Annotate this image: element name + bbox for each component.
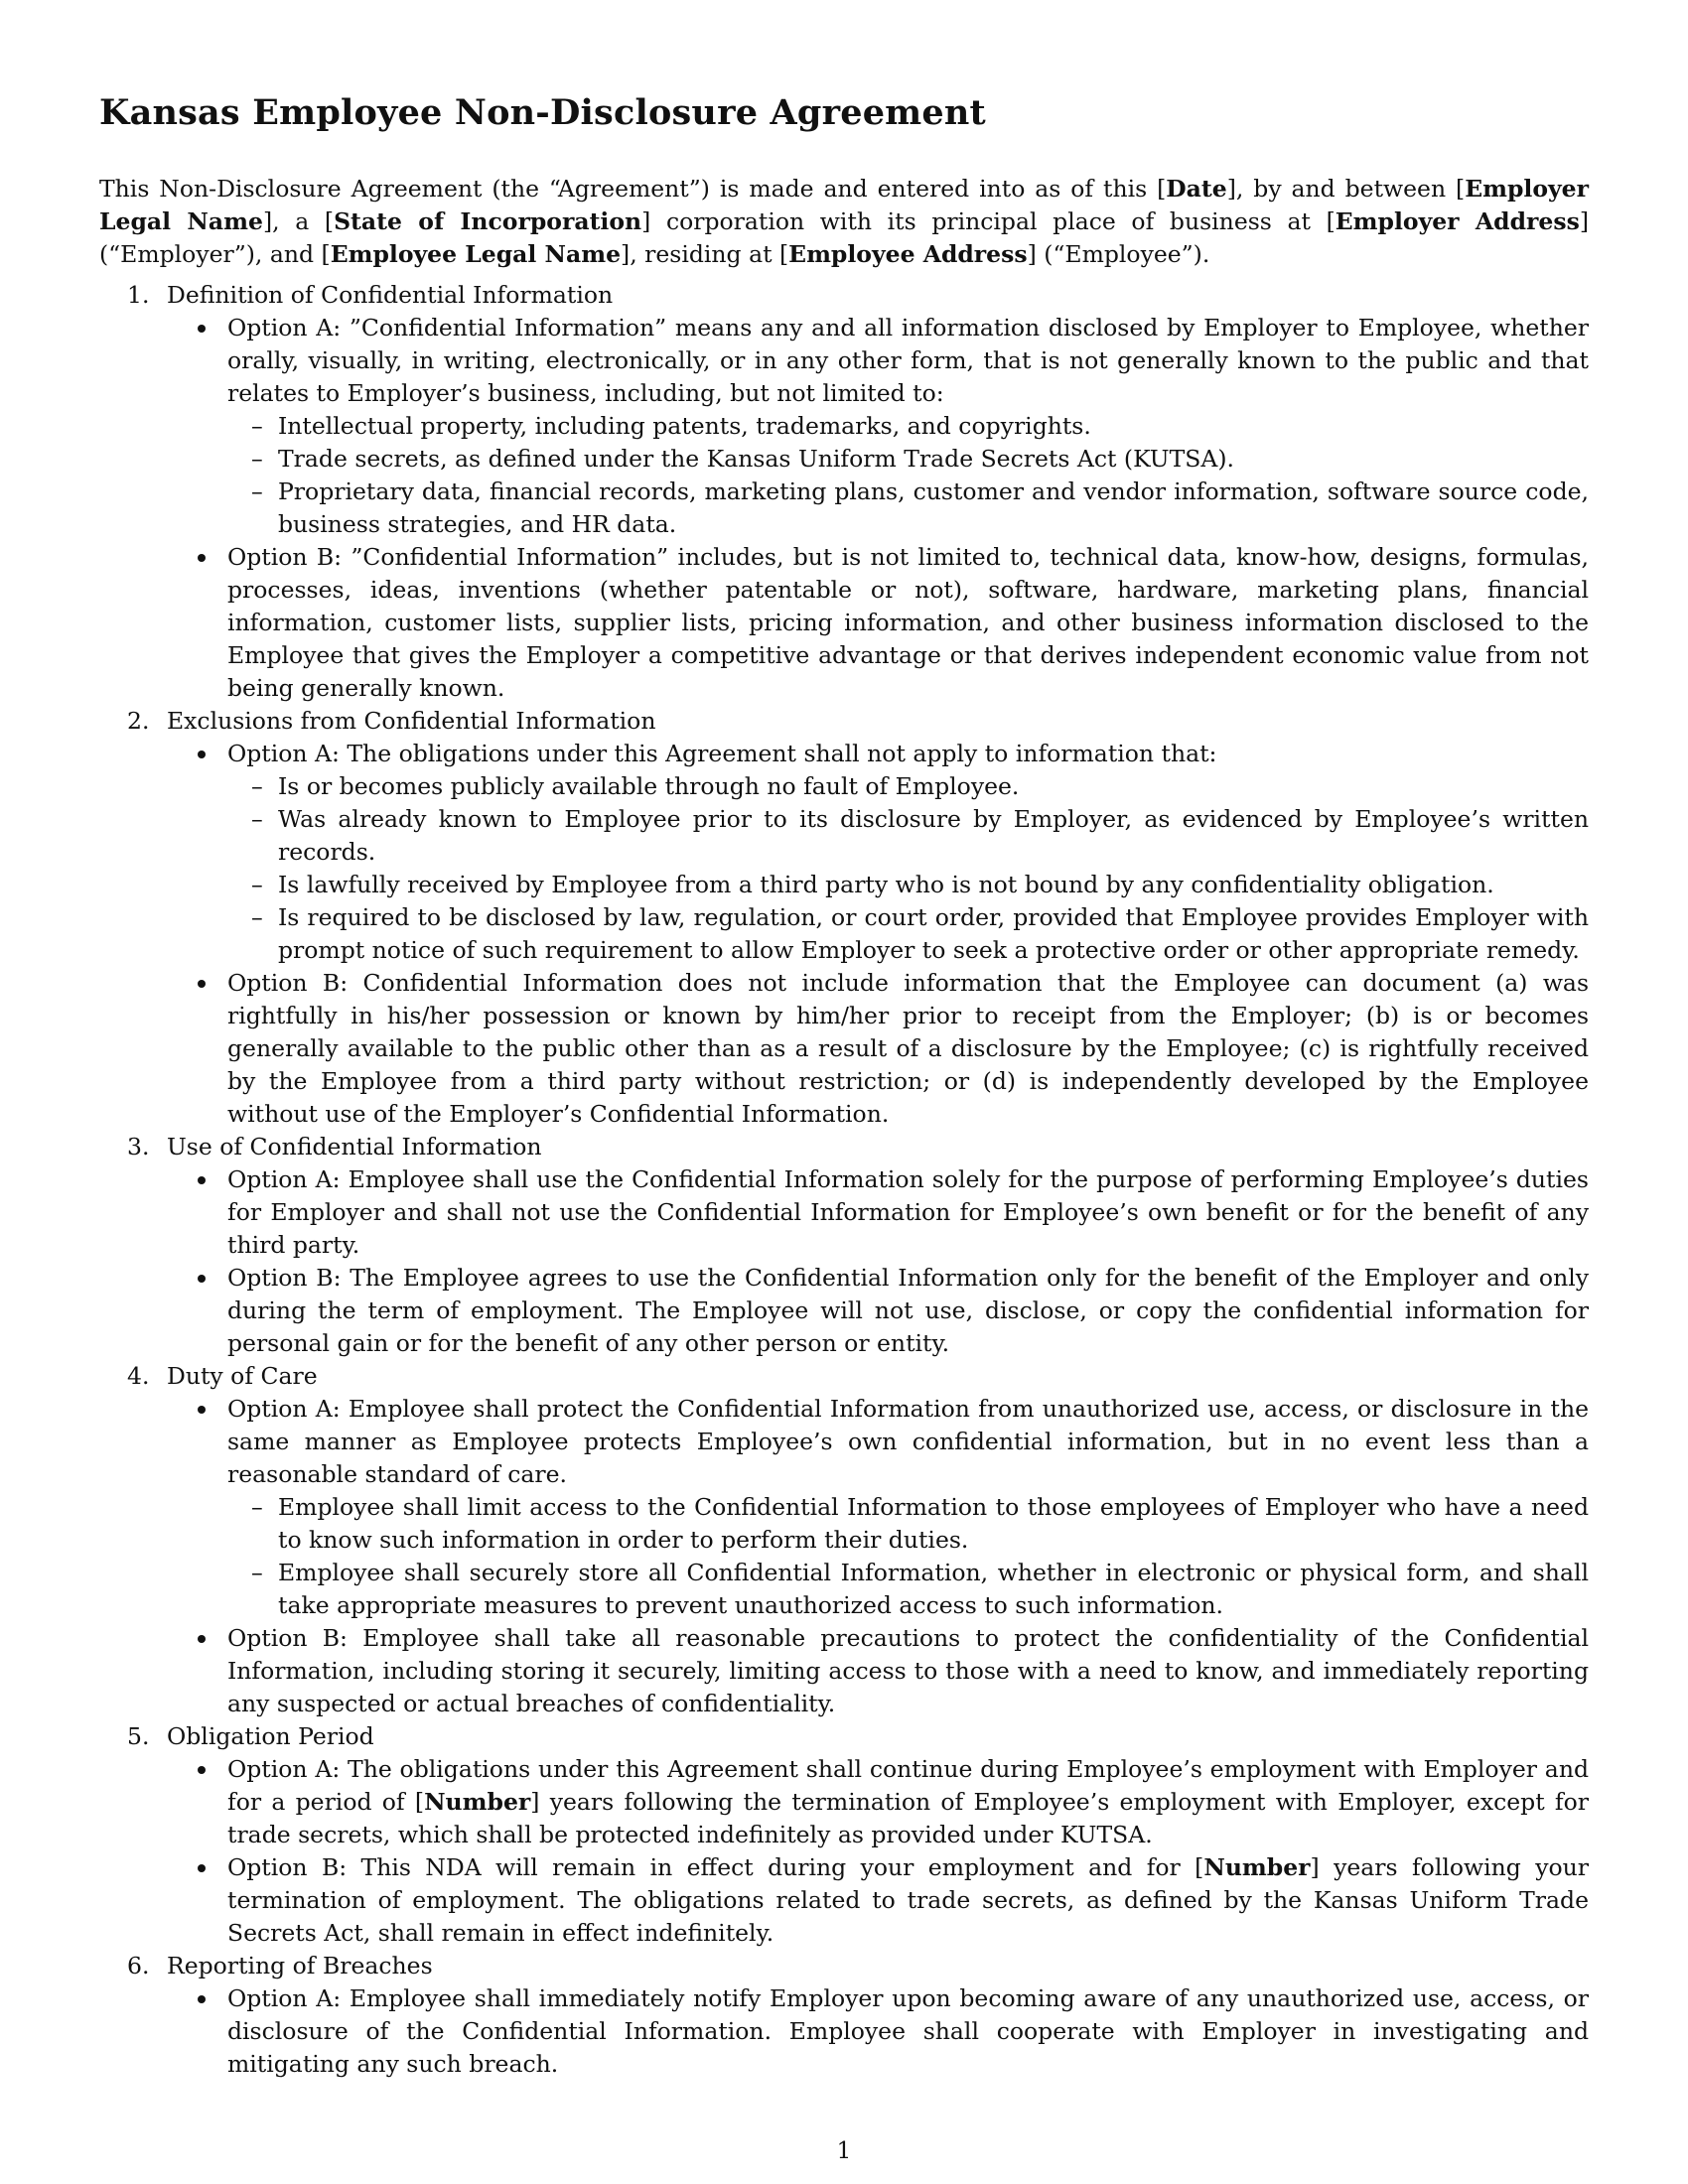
bullet-icon — [198, 325, 206, 333]
dash-icon: – — [251, 412, 263, 440]
bullet-icon — [198, 980, 206, 988]
intro-text-4: ] corporation with its principal place of business at [ — [641, 207, 1336, 235]
section-1 — [99, 279, 1589, 705]
section-5 — [99, 1720, 1589, 1950]
option-text-part: ] years following your termination of employment. The obligations related to trade secrets, as defined by the Kansas Uniform Trade Secrets Act, shall remain in effect indefinitely. — [227, 1853, 1589, 1947]
section-title: Definition of Confidential Information — [167, 281, 614, 309]
section-title: Exclusions from Confidential Information — [167, 707, 656, 735]
sections-list — [99, 279, 1589, 2081]
sub-item-text: Trade secrets, as defined under the Kansas Uniform Trade Secrets Act (KUTSA). — [278, 445, 1234, 473]
bullet-icon — [198, 1766, 206, 1774]
option-b — [167, 967, 1589, 1131]
sub-item — [227, 869, 1589, 901]
option-b — [167, 1851, 1589, 1950]
section-title: Obligation Period — [167, 1722, 374, 1750]
option-a — [167, 1393, 1589, 1622]
sub-item — [227, 410, 1589, 443]
option-text-part: ] years following the termination of Employee’s employment with Employer, except for trade secrets, which shall be protected indefinitely as provided under KUTSA. — [227, 1788, 1589, 1848]
dash-icon: – — [251, 903, 263, 931]
option-text: Option B: ”Confidential Information” includes, but is not limited to, technical data, know-how, designs, formulas, processes, ideas, inventions (whether patentable or not), software, hardware, marketing plans, financial information, customer lists, supplier lists, pricing information, and other business information disclosed to the Employee that gives the Employer a competitive advantage or that derives independent economic value from not being generally known. — [227, 543, 1589, 702]
option-text: Option B: Confidential Information does not include information that the Employee can document (a) was rightfully in his/her possession or known by him/her prior to receipt from the Employer; (b) is or becomes generally available to the public other than as a result of a disclosure by the Employee; (c) is rightfully received by the Employee from a third party without restriction; or (d) is independently developed by the Employee without use of the Employer’s Confidential Information. — [227, 969, 1589, 1128]
options-list — [167, 1753, 1589, 1950]
intro-text-1: This Non-Disclosure Agreement (the “Agreement”) is made and entered into as of this [ — [99, 175, 1167, 203]
option-text: Option A: Employee shall use the Confidential Information solely for the purpose of performing Employee’s duties for Employer and shall not use the Confidential Information for Employee’s own benefit or for the benefit of any third party. — [227, 1165, 1589, 1259]
section-3 — [99, 1131, 1589, 1360]
sub-item-text: Employee shall securely store all Confidential Information, whether in electronic or physical form, and shall take appropriate measures to prevent unauthorized access to such information. — [278, 1559, 1589, 1619]
placeholder-employer-name: Employer Legal Name — [99, 175, 1589, 235]
document-title: Kansas Employee Non-Disclosure Agreement — [99, 92, 986, 133]
option-text: Option A: The obligations under this Agreement shall not apply to information that: — [227, 740, 1217, 767]
option-text: Option B: The Employee agrees to use the Confidential Information only for the benefit of the Employer and only during the term of employment. The Employee will not use, disclose, or copy the confidential information for personal gain or for the benefit of any other person or entity. — [227, 1264, 1589, 1357]
section-title: Reporting of Breaches — [167, 1952, 433, 1979]
sub-item-text: Was already known to Employee prior to its disclosure by Employer, as evidenced by Employee’s written records. — [278, 805, 1589, 866]
intro-text-7: ] (“Employee”). — [1027, 240, 1210, 268]
section-number: 6. — [127, 1952, 150, 1979]
option-text — [227, 1753, 1589, 1851]
sub-item-text: Is lawfully received by Employee from a third party who is not bound by any confidentiality obligation. — [278, 871, 1494, 898]
placeholder-state: State of Incorporation — [334, 207, 642, 235]
sub-item — [227, 901, 1589, 967]
sub-item — [227, 770, 1589, 803]
option-b — [167, 541, 1589, 705]
option-text: Option A: Employee shall protect the Confidential Information from unauthorized use, access, or disclosure in the same manner as Employee protects Employee’s own confidential information, but in no event less than a reasonable standard of care. — [227, 1395, 1589, 1488]
bullet-icon — [198, 1406, 206, 1414]
section-number: 3. — [127, 1133, 150, 1160]
dash-icon: – — [251, 1493, 263, 1521]
placeholder-employee-name: Employee Legal Name — [330, 240, 622, 268]
sub-item-text: Is or becomes publicly available through no fault of Employee. — [278, 772, 1020, 800]
section-6 — [99, 1950, 1589, 2081]
sub-item — [227, 443, 1589, 476]
dash-icon: – — [251, 871, 263, 898]
placeholder-employer-address: Employer Address — [1335, 207, 1580, 235]
dash-icon: – — [251, 478, 263, 505]
option-a — [167, 1982, 1589, 2081]
dash-icon: – — [251, 772, 263, 800]
sub-item — [227, 476, 1589, 541]
options-list — [167, 1393, 1589, 1720]
bullet-icon — [198, 751, 206, 758]
option-text — [227, 1851, 1589, 1950]
dash-icon: – — [251, 445, 263, 473]
bullet-icon — [198, 1995, 206, 2003]
section-number: 2. — [127, 707, 150, 735]
option-text: Option A: Employee shall immediately notify Employer upon becoming aware of any unauthorized use, access, or disclosure of the Confidential Information. Employee shall cooperate with Employer in investigating and mitigating any such breach. — [227, 1984, 1589, 2078]
section-number: 1. — [127, 281, 150, 309]
sub-list — [227, 1491, 1589, 1622]
placeholder-date: Date — [1166, 175, 1227, 203]
sub-item — [227, 1491, 1589, 1557]
section-2 — [99, 705, 1589, 1131]
sub-item — [227, 803, 1589, 869]
section-title: Use of Confidential Information — [167, 1133, 542, 1160]
option-text: Option B: Employee shall take all reasonable precautions to protect the confidentiality of the Confidential Information, including storing it securely, limiting access to those with a need to know, and immediately reporting any suspected or actual breaches of confidentiality. — [227, 1624, 1589, 1717]
options-list — [167, 738, 1589, 1131]
option-b — [167, 1622, 1589, 1720]
bullet-icon — [198, 1275, 206, 1283]
placeholder-employee-address: Employee Address — [788, 240, 1028, 268]
intro-text-6: ], residing at [ — [621, 240, 789, 268]
option-text: Option A: ”Confidential Information” means any and all information disclosed by Employer to Employee, whether orally, visually, in writing, electronically, or in any other form, that is not generally known to the public and that relates to Employer’s business, including, but not limited to: — [227, 314, 1589, 407]
bullet-icon — [198, 554, 206, 562]
option-a — [167, 1163, 1589, 1262]
sub-item-text: Is required to be disclosed by law, regulation, or court order, provided that Employee provides Employer with prompt notice of such requirement to allow Employer to seek a protective order or other appropriate remedy. — [278, 903, 1589, 964]
intro-paragraph — [99, 173, 1589, 271]
section-number: 4. — [127, 1362, 150, 1390]
bullet-icon — [198, 1864, 206, 1872]
sub-item — [227, 1557, 1589, 1622]
bullet-icon — [198, 1635, 206, 1643]
options-list — [167, 1163, 1589, 1360]
sub-item-text: Employee shall limit access to the Confidential Information to those employees of Employer who have a need to know such information in order to perform their duties. — [278, 1493, 1589, 1554]
option-a — [167, 738, 1589, 967]
sub-item-text: Intellectual property, including patents, trademarks, and copyrights. — [278, 412, 1091, 440]
option-text-part: Option A: The obligations under this Agreement shall continue during Employee’s employment with Employer and for a period of [ — [227, 1755, 1589, 1816]
option-a — [167, 1753, 1589, 1851]
section-4 — [99, 1360, 1589, 1720]
placeholder-number: Number — [1203, 1853, 1311, 1881]
sub-list — [227, 410, 1589, 541]
bullet-icon — [198, 1176, 206, 1184]
option-b — [167, 1262, 1589, 1360]
intro-text-2: ], by and between [ — [1226, 175, 1466, 203]
dash-icon: – — [251, 805, 263, 833]
option-a — [167, 312, 1589, 541]
options-list — [167, 1982, 1589, 2081]
sub-item-text: Proprietary data, financial records, marketing plans, customer and vendor information, software source code, business strategies, and HR data. — [278, 478, 1589, 538]
placeholder-number: Number — [424, 1788, 531, 1816]
section-title: Duty of Care — [167, 1362, 318, 1390]
section-number: 5. — [127, 1722, 150, 1750]
intro-text-5: ] (“Employer”), and [ — [99, 207, 1589, 268]
option-text-part: Option B: This NDA will remain in effect during your employment and for [ — [227, 1853, 1204, 1881]
intro-text-3: ], a [ — [262, 207, 335, 235]
dash-icon: – — [251, 1559, 263, 1586]
page-number: 1 — [836, 2138, 852, 2164]
document-content — [99, 87, 1589, 2081]
sub-list — [227, 770, 1589, 967]
options-list — [167, 312, 1589, 705]
